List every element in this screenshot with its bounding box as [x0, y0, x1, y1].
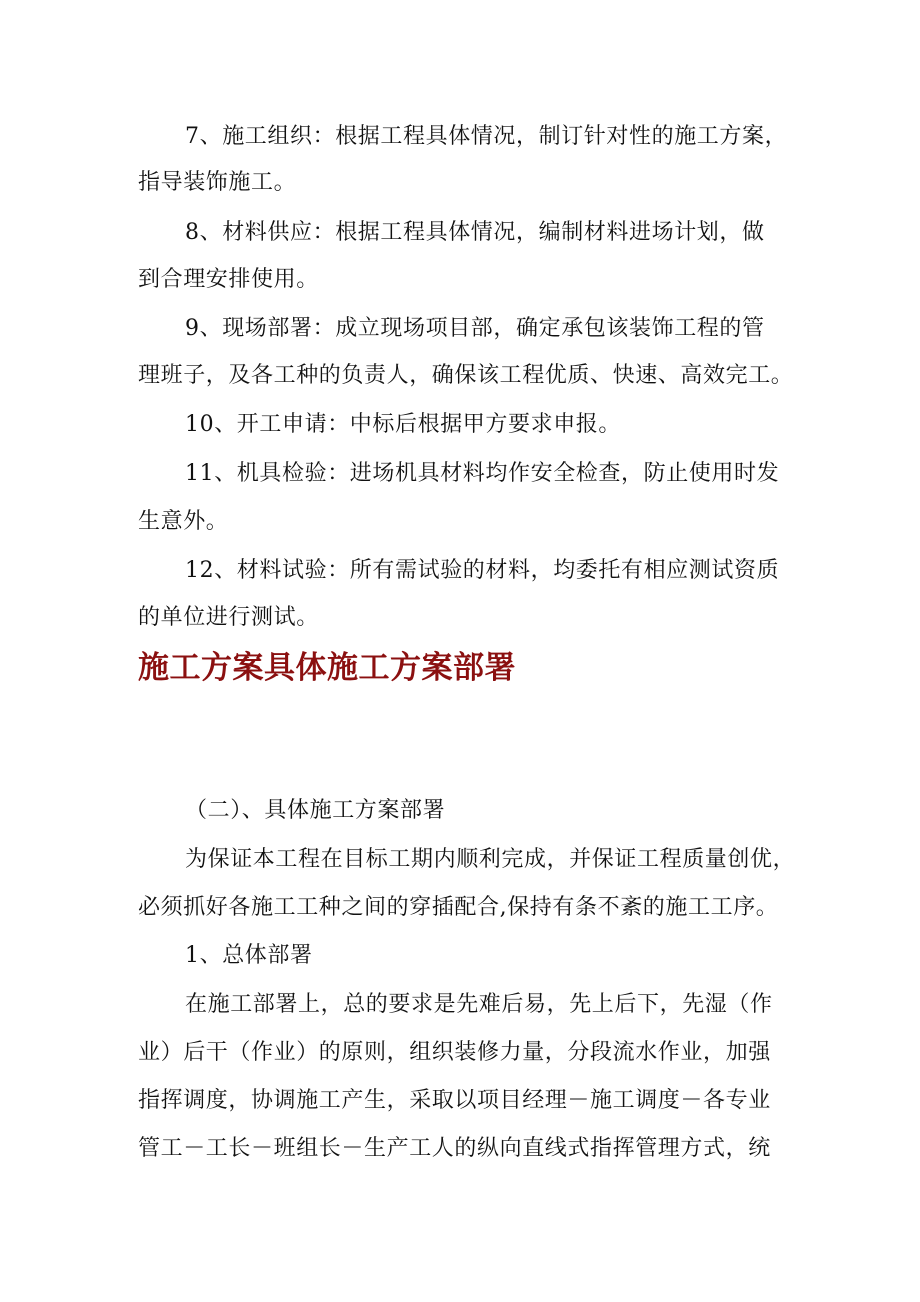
paragraph-12-line-1: 12、材料试验：所有需试验的材料，均委托有相应测试资质 [185, 558, 780, 583]
paragraph-7-line-1: 7、施工组织：根据工程具体情况，制订针对性的施工方案， [185, 124, 788, 149]
overall-deployment-title: 1、总体部署 [185, 943, 313, 968]
paragraph-7-line-2: 指导装饰施工。 [138, 170, 297, 195]
subsection-title: （二）、具体施工方案部署 [185, 798, 446, 823]
section-heading: 施工方案具体施工方案部署 [138, 650, 516, 686]
intro-line-2: 必须抓好各施工工种之间的穿插配合,保持有条不紊的施工工序。 [138, 895, 779, 920]
paragraph-8-line-2: 到合理安排使用。 [138, 267, 319, 292]
paragraph-9-line-1: 9、现场部署：成立现场项目部，确定承包该装饰工程的管 [185, 316, 765, 341]
deployment-line-4: 管工－工长－班组长－生产工人的纵向直线式指挥管理方式，统 [138, 1136, 771, 1161]
paragraph-10: 10、开工申请：中标后根据甲方要求申报。 [185, 412, 621, 437]
deployment-line-1: 在施工部署上，总的要求是先难后易，先上后下，先湿（作 [185, 992, 773, 1017]
paragraph-11-line-2: 生意外。 [138, 509, 229, 534]
deployment-line-3: 指挥调度，协调施工产生，采取以项目经理－施工调度－各专业 [138, 1088, 771, 1113]
paragraph-9-line-2: 理班子，及各工种的负责人，确保该工程优质、快速、高效完工。 [138, 363, 794, 388]
paragraph-11-line-1: 11、机具检验：进场机具材料均作安全检查，防止使用时发 [185, 461, 780, 486]
paragraph-8-line-1: 8、材料供应：根据工程具体情况，编制材料进场计划，做 [185, 220, 765, 245]
paragraph-12-line-2: 的单位进行测试。 [138, 605, 319, 630]
intro-line-1: 为保证本工程在目标工期内顺利完成，并保证工程质量创优， [185, 847, 796, 872]
deployment-line-2: 业）后干（作业）的原则，组织装修力量，分段流水作业，加强 [138, 1040, 771, 1065]
